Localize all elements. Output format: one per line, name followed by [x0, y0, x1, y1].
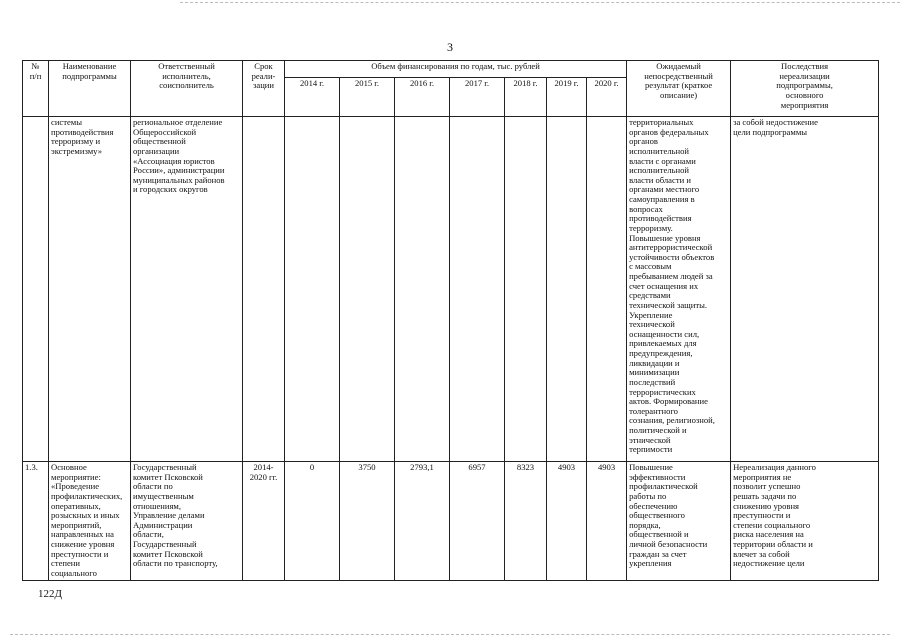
row-term	[243, 117, 285, 462]
row-expected-result: территориальных органов федеральных органов исполнительной власти с органами исполнительной власти области и органами местного самоуправления в вопросах противодействия терроризму. Повышение уровня антитеррористической устойчивости объектов с массовым пребыванием людей за счет оснащения их средствами технической защиты. Укрепление технической оснащенности сил, привлекаемых для предупреждения, ликвидации и минимизации последствий террористических актов. Формирование толерантного сознания, религиозной, политической и этнической терпимости	[627, 117, 731, 462]
header-consequences: Последствия нереализации подпрограммы, основного мероприятия	[731, 61, 879, 117]
row-value	[395, 117, 450, 462]
row-subprogram-name: системы противодействия терроризму и экстремизму»	[49, 117, 131, 462]
scan-edge-bottom	[10, 634, 890, 636]
header-year: 2018 г.	[505, 78, 547, 117]
row-executor: региональное отделение Общероссийской общественной организации «Ассоциация юристов России», администрации муниципальных районов и городских округов	[131, 117, 243, 462]
header-num: № п/п	[23, 61, 49, 117]
row-num: 1.3.	[23, 462, 49, 581]
footer-document-code: 122Д	[38, 588, 63, 600]
header-year: 2020 г.	[587, 78, 627, 117]
row-value: 4903	[587, 462, 627, 581]
row-value	[587, 117, 627, 462]
row-num	[23, 117, 49, 462]
row-value	[450, 117, 505, 462]
scan-edge-top	[180, 2, 900, 4]
header-expected-result: Ожидаемый непосредственный результат (краткое описание)	[627, 61, 731, 117]
row-value	[340, 117, 395, 462]
header-funding: Объем финансирования по годам, тыс. рублей	[285, 61, 627, 78]
table-header	[23, 61, 879, 117]
table-row	[23, 462, 879, 581]
row-value	[285, 117, 340, 462]
header-year: 2017 г.	[450, 78, 505, 117]
row-value: 0	[285, 462, 340, 581]
row-value	[505, 117, 547, 462]
row-executor: Государственный комитет Псковской области по имущественным отношениям, Управление делами Администрации области, Государственный комитет Псковской области по транспорту,	[131, 462, 243, 581]
header-executor: Ответственный исполнитель, соисполнитель	[131, 61, 243, 117]
header-year: 2015 г.	[340, 78, 395, 117]
row-value: 4903	[547, 462, 587, 581]
header-term: Срок реали- зации	[243, 61, 285, 117]
row-consequences: Нереализация данного мероприятия не позволит успешно решать задачи по снижению уровня преступности и степени социального риска населения на территории области и влечет за собой недостижение цели	[731, 462, 879, 581]
row-value: 3750	[340, 462, 395, 581]
row-value: 8323	[505, 462, 547, 581]
row-consequences: за собой недостижение цели подпрограммы	[731, 117, 879, 462]
row-subprogram-name: Основное мероприятие: «Проведение профилактических, оперативных, розыскных и иных мероприятий, направленных на снижение уровня преступности и степени социального	[49, 462, 131, 581]
table-row	[23, 117, 879, 462]
row-value: 6957	[450, 462, 505, 581]
header-year: 2016 г.	[395, 78, 450, 117]
header-year: 2019 г.	[547, 78, 587, 117]
header-year: 2014 г.	[285, 78, 340, 117]
row-value	[547, 117, 587, 462]
row-expected-result: Повышение эффективности профилактической работы по обеспечению общественного порядка, общественной и личной безопасности граждан за счет укрепления	[627, 462, 731, 581]
program-table	[22, 60, 879, 581]
row-term: 2014- 2020 гг.	[243, 462, 285, 581]
header-subprogram-name: Наименование подпрограммы	[49, 61, 131, 117]
page-number: 3	[447, 40, 453, 54]
row-value: 2793,1	[395, 462, 450, 581]
